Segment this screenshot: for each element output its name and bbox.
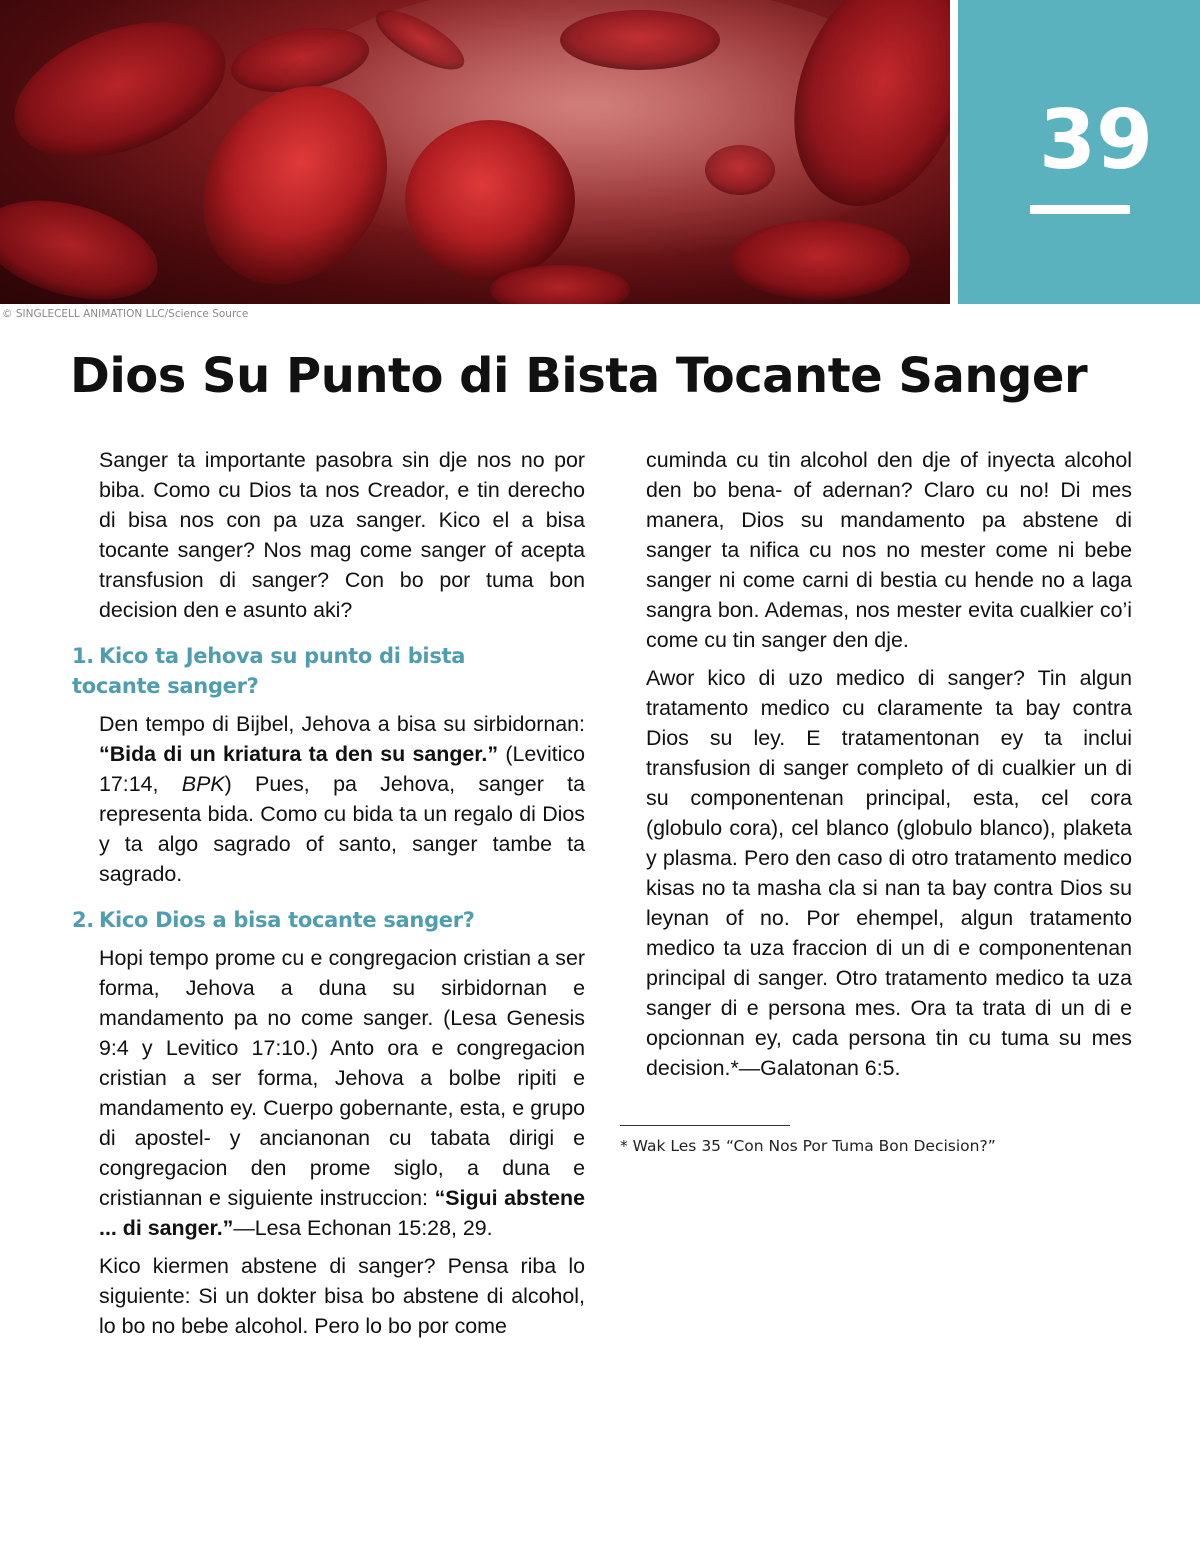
section-2-paragraph-2-continued: cuminda cu tin alcohol den dje of inyecta alcohol den bo bena- of adernan? Claro cu no! Di mes manera, Dios su mandamento pa abstene di sanger ta nifica cu nos no mester come ni bebe sanger ni come carni di bestia cu hende no a laga sangra bon. Ademas, nos mester evita cualkier co’i come cu tin sanger den dje.	[646, 448, 1132, 652]
s1-text-b: (Levitico 17:14,	[99, 742, 585, 796]
footnote: * Wak Les 35 “Con Nos Por Tuma Bon Decision?”	[620, 1137, 996, 1155]
question-1-heading	[72, 641, 585, 701]
lesson-number-underline	[1030, 205, 1130, 214]
question-2-number: 2.	[72, 908, 94, 932]
section-2-paragraph-3	[620, 663, 1132, 1083]
section-1-paragraph	[72, 709, 585, 889]
lesson-number-box	[958, 0, 1200, 304]
footnote-divider	[620, 1125, 790, 1126]
question-1-line1: Kico ta Jehova su punto di bista	[99, 644, 466, 668]
page-title: Dios Su Punto di Bista Tocante Sanger	[70, 348, 1088, 404]
s1-scripture-quote: “Bida di un kriatura ta den su sanger.”	[99, 742, 499, 766]
s2-p3-text-b: —Galatonan 6:5.	[738, 1056, 901, 1080]
question-2-text: Kico Dios a bisa tocante sanger?	[99, 908, 475, 932]
intro-paragraph: Sanger ta importante pasobra sin dje nos no por biba. Como cu Dios ta nos Creador, e tin derecho di bisa nos con pa uza sanger. Kico el a bisa tocante sanger? Nos mag come sanger of acepta transfusion di sanger? Con bo por tuma bon decision den e asunto aki?	[99, 448, 585, 622]
question-1-line2: tocante sanger?	[72, 674, 259, 698]
s2-text-a: Hopi tempo prome cu e congregacion cristian a ser forma, Jehova a duna su sirbidornan e mandamento pa no come sanger. (Lesa Genesis 9:4 y Levitico 17:10.) Anto ora e congregacion cristian a ser forma, Jehova a bolbe ripiti e mandamento ey. Cuerpo gobernante, esta, e grupo di apostel- y ancianonan cu tabata dirigi e congregacion den prome siglo, a duna e cristiannan e siguiente instruccion:	[99, 946, 585, 1210]
question-2-heading	[72, 905, 585, 935]
s1-text-a: Den tempo di Bijbel, Jehova a bisa su sirbidornan:	[99, 712, 585, 736]
section-2-paragraph-1	[72, 943, 585, 1243]
footnote-marker[interactable]: *	[730, 1056, 739, 1080]
left-column	[72, 445, 585, 1349]
section-2-paragraph-2: Kico kiermen abstene di sanger? Pensa riba lo siguiente: Si un dokter bisa bo abstene di alcohol, lo bo no bebe alcohol. Pero lo bo por come	[99, 1254, 585, 1338]
s2-text-b: —Lesa Echonan 15:28, 29.	[233, 1216, 493, 1240]
right-column	[620, 445, 1132, 1091]
question-1-number: 1.	[72, 644, 94, 668]
photo-credit: © SINGLECELL ANIMATION LLC/Science Source	[2, 308, 249, 320]
header-image	[0, 0, 950, 304]
s2-p3-text-a: Awor kico di uzo medico di sanger? Tin algun tratamento medico cu claramente ta bay contra Dios su ley. E tratamentonan ey ta inclui transfusion di sanger completo of di cualkier un di su componentenan principal, esta, cel cora (globulo cora), cel blanco (globulo blanco), plaketa y plasma. Pero den caso di otro tratamento medico kisas no ta masha cla si nan ta bay contra Dios su leynan of no. Por ehempel, algun tratamento medico ta uza fraccion di un di e componentenan principal di sanger. Otro tratamento medico ta uza sanger di e persona mes. Ora ta trata di un di e opcionnan ey, cada persona tin cu tuma su mes decision.	[646, 666, 1132, 1080]
s2-scripture-quote: “Sigui abstene ... di sanger.”	[99, 1186, 585, 1240]
s1-bible-abbr: BPK	[181, 772, 225, 796]
s1-text-c: ) Pues, pa Jehova, sanger ta representa bida. Como cu bida ta un regalo di Dios y ta algo sagrado of santo, sanger tambe ta sagrado.	[99, 772, 585, 886]
lesson-number: 39	[1038, 93, 1154, 188]
blood-cells-illustration	[0, 0, 950, 304]
